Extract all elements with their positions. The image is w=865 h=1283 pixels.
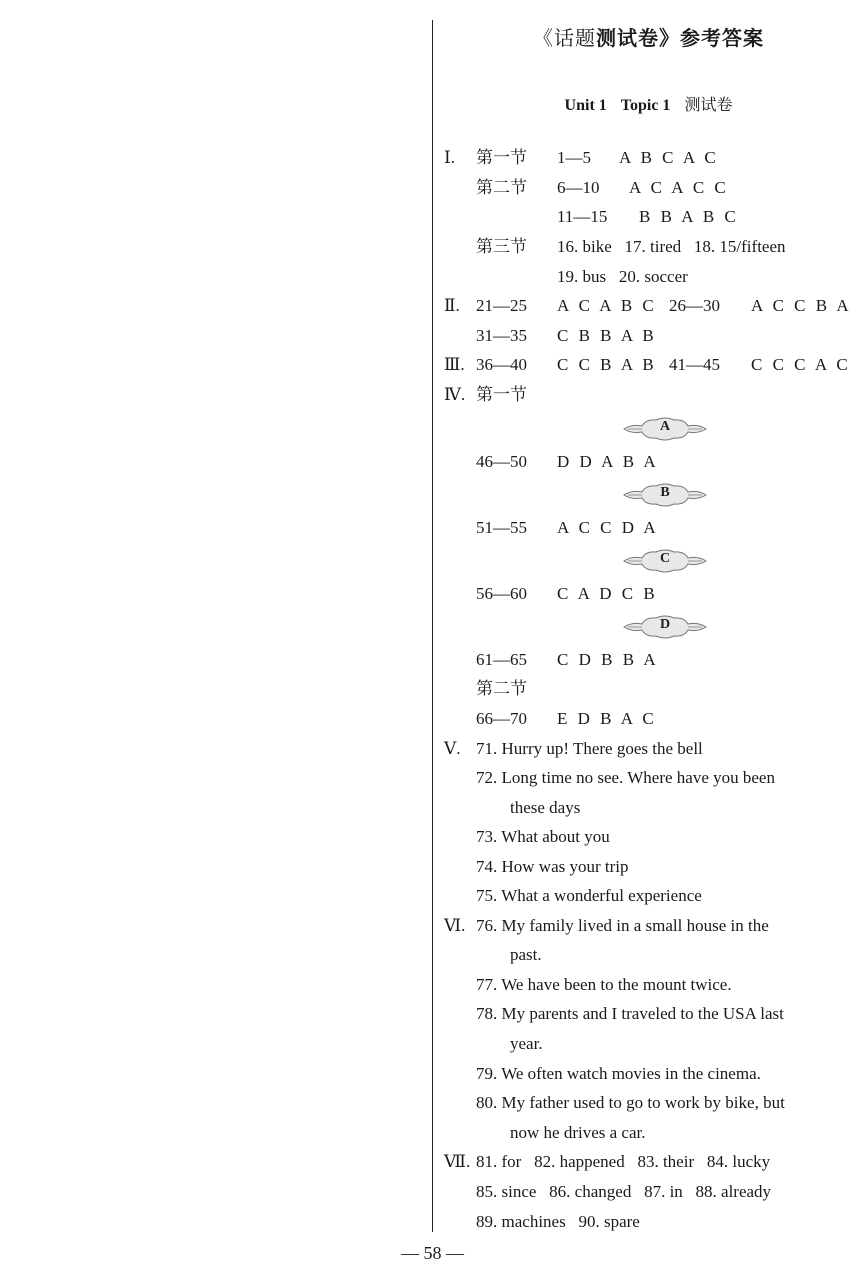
section-roman-1: Ⅰ. (444, 148, 455, 167)
section1-part3-line1: 16. bike 17. tired 18. 15/fifteen (557, 237, 786, 256)
section3-answers-a: C C B A B (557, 355, 657, 374)
section7-line1: 81. for 82. happened 83. their 84. lucky (476, 1152, 771, 1171)
section6-item-79: 79. We often watch movies in the cinema. (476, 1064, 761, 1083)
section2-answers-b: A C C B A (751, 296, 852, 315)
section4-group-d-answers: C D B B A (557, 650, 659, 669)
section-roman-5: Ⅴ. (444, 739, 461, 758)
section5-item-72-cont: these days (510, 798, 581, 817)
section6-item-77: 77. We have been to the mount twice. (476, 975, 732, 994)
section1-part1-label: 第一节 (476, 148, 527, 167)
column-divider (432, 20, 433, 1232)
section6-item-80: 80. My father used to go to work by bike, but (476, 1093, 785, 1112)
test-label: 测试卷 (684, 97, 733, 114)
badge-letter: A (659, 419, 671, 434)
passage-badge-a (622, 416, 708, 442)
section1-part3-line2: 19. bus 20. soccer (557, 267, 688, 286)
badge-letter: B (660, 485, 670, 500)
section4-group-b-answers: A C C D A (557, 518, 659, 537)
section4-part2-range: 66—70 (476, 709, 527, 728)
section3-answers-b: C C C A C (751, 355, 851, 374)
section1-part1-range: 1—5 (557, 148, 591, 167)
section5-item-71: 71. Hurry up! There goes the bell (476, 739, 703, 758)
section5-item-73: 73. What about you (476, 827, 610, 846)
section1-part3-label: 第三节 (476, 237, 527, 256)
unit-heading (432, 92, 865, 115)
section2-range-b: 26—30 (669, 296, 720, 315)
page-title: 《话题测试卷》参考答案 (533, 28, 764, 50)
section2-range-c: 31—35 (476, 326, 527, 345)
badge-letter: D (659, 617, 671, 632)
section1-part2-range-b: 11—15 (557, 207, 608, 226)
section6-item-76-cont: past. (510, 945, 542, 964)
section1-part1-answers: A B C A C (619, 148, 719, 167)
section-roman-7: Ⅶ. (444, 1152, 471, 1171)
section2-range-a: 21—25 (476, 296, 527, 315)
section-roman-2: Ⅱ. (444, 296, 460, 315)
section5-item-75: 75. What a wonderful experience (476, 886, 702, 905)
section4-group-c-answers: C A D C B (557, 584, 658, 603)
section7-line2: 85. since 86. changed 87. in 88. already (476, 1182, 772, 1201)
section4-group-b-range: 51—55 (476, 518, 527, 537)
section6-item-76: 76. My family lived in a small house in the (476, 916, 769, 935)
section4-group-d-range: 61—65 (476, 650, 527, 669)
section6-item-80-cont: now he drives a car. (510, 1123, 646, 1142)
section4-group-a-range: 46—50 (476, 452, 527, 471)
unit-label: Unit 1 (564, 97, 607, 114)
section4-group-c-range: 56—60 (476, 584, 527, 603)
section1-part2-range-a: 6—10 (557, 178, 600, 197)
page-number: — 58 — (401, 1243, 464, 1263)
section1-part2-answers-b: B B A B C (639, 207, 739, 226)
passage-badge-d (622, 614, 708, 640)
passage-badge-c (622, 548, 708, 574)
topic-label: Topic 1 (620, 97, 671, 114)
badge-letter: C (659, 551, 671, 566)
section6-item-78-cont: year. (510, 1034, 543, 1053)
section2-answers-c: C B B A B (557, 326, 657, 345)
section3-range-b: 41—45 (669, 355, 720, 374)
section1-part2-answers-a: A C A C C (629, 178, 729, 197)
section1-part2-label: 第二节 (476, 178, 527, 197)
section4-part2-answers: E D B A C (557, 709, 657, 728)
section6-item-78: 78. My parents and I traveled to the USA last (476, 1004, 784, 1023)
section4-part2-label: 第二节 (476, 679, 527, 698)
section2-answers-a: A C A B C (557, 296, 657, 315)
section3-range-a: 36—40 (476, 355, 527, 374)
passage-badge-b (622, 482, 708, 508)
section4-part1-label: 第一节 (476, 385, 527, 404)
section5-item-74: 74. How was your trip (476, 857, 629, 876)
section-roman-6: Ⅵ. (444, 916, 466, 935)
section5-item-72: 72. Long time no see. Where have you been (476, 768, 775, 787)
section-roman-4: Ⅳ. (444, 385, 466, 404)
section-roman-3: Ⅲ. (444, 355, 465, 374)
section4-group-a-answers: D D A B A (557, 452, 659, 471)
section7-line3: 89. machines 90. spare (476, 1212, 640, 1231)
